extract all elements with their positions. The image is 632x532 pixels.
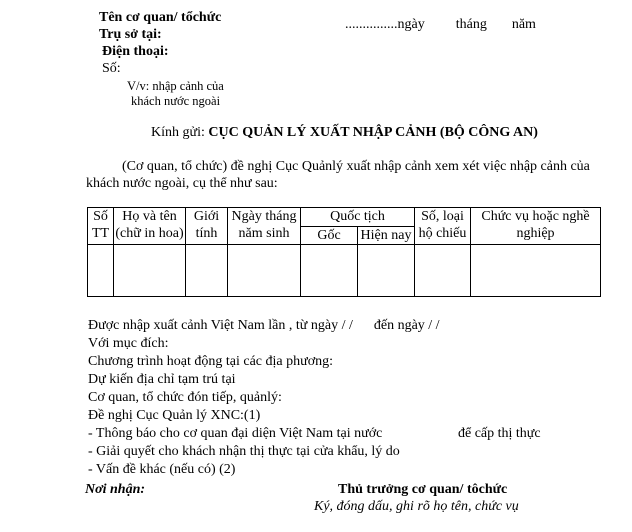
date-month: tháng [455, 17, 487, 32]
request-item-2: - Giải quyết cho khách nhận thị thực tại cửa khẩu, lý do [88, 444, 400, 459]
col-header-stt: Số TT [88, 208, 114, 245]
col-header-nationality-current: Hiện nay [358, 227, 415, 245]
signer-note: Ký, đóng dấu, ghi rõ họ tên, chức vụ [314, 499, 519, 514]
org-phone: Điện thoại: [102, 44, 169, 59]
col-header-gender: Giới tính [186, 208, 228, 245]
host-line: Cơ quan, tổ chức đón tiếp, quảnlý: [88, 390, 282, 405]
intro-line-2: khách nước ngoài, cụ thể như sau: [86, 176, 278, 191]
cell-occupation[interactable] [471, 245, 601, 297]
entry-to: đến ngày / / [373, 318, 440, 333]
cell-nationality-origin[interactable] [301, 245, 358, 297]
cell-name[interactable] [114, 245, 186, 297]
col-header-occupation: Chức vụ hoặc nghề nghiệp [471, 208, 601, 245]
cell-passport[interactable] [415, 245, 471, 297]
col-header-dob: Ngày tháng năm sinh [228, 208, 301, 245]
addressee-label: Kính gửi: [151, 125, 205, 140]
recipients-label: Nơi nhận: [85, 482, 146, 497]
signer-title: Thủ trưởng cơ quan/ tôchức [338, 482, 508, 497]
date-year: năm [511, 17, 536, 32]
org-name: Tên cơ quan/ tổchức [99, 10, 222, 25]
col-header-nationality-origin: Gốc [301, 227, 358, 245]
foreigner-table [87, 207, 601, 297]
subject-line-2: khách nước ngoài [131, 94, 221, 108]
date-dots: ............... [345, 17, 398, 32]
purpose-line: Với mục đích: [88, 336, 169, 351]
org-address: Trụ sở tại: [99, 27, 162, 42]
entry-text: Được nhập xuất cảnh Việt Nam lần , từ ngày / / [88, 318, 353, 333]
addressee-name: CỤC QUẢN LÝ XUẤT NHẬP CẢNH (BỘ CÔNG AN) [208, 125, 538, 140]
request-line: Đề nghị Cục Quản lý XNC:(1) [88, 408, 261, 423]
request-item-3: - Vấn đề khác (nếu có) (2) [88, 462, 236, 477]
date-day: ngày [397, 17, 425, 32]
cell-gender[interactable] [186, 245, 228, 297]
cell-dob[interactable] [228, 245, 301, 297]
subject-line-1: V/v: nhập cảnh của [127, 79, 224, 93]
intro-line-1: (Cơ quan, tổ chức) đề nghị Cục Quảnlý xuất nhập cảnh xem xét việc nhập cảnh của [122, 159, 590, 174]
program-line: Chương trình hoạt động tại các địa phương: [88, 354, 333, 369]
cell-stt[interactable] [88, 245, 114, 297]
addressee [151, 125, 538, 141]
request-item-1: - Thông báo cho cơ quan đại diện Việt Nam tại nước [88, 426, 383, 441]
col-header-nationality: Quốc tịch [301, 208, 415, 227]
date-line [345, 17, 536, 33]
col-header-name: Họ và tên (chữ in hoa) [114, 208, 186, 245]
request-item-1-tail: để cấp thị thực [458, 426, 541, 441]
table-row [88, 245, 601, 297]
entry-line [88, 318, 440, 334]
document-number: Số: [102, 61, 121, 76]
residence-line: Dự kiến địa chỉ tạm trú tại [88, 372, 236, 387]
cell-nationality-current[interactable] [358, 245, 415, 297]
col-header-passport: Số, loại hộ chiếu [415, 208, 471, 245]
